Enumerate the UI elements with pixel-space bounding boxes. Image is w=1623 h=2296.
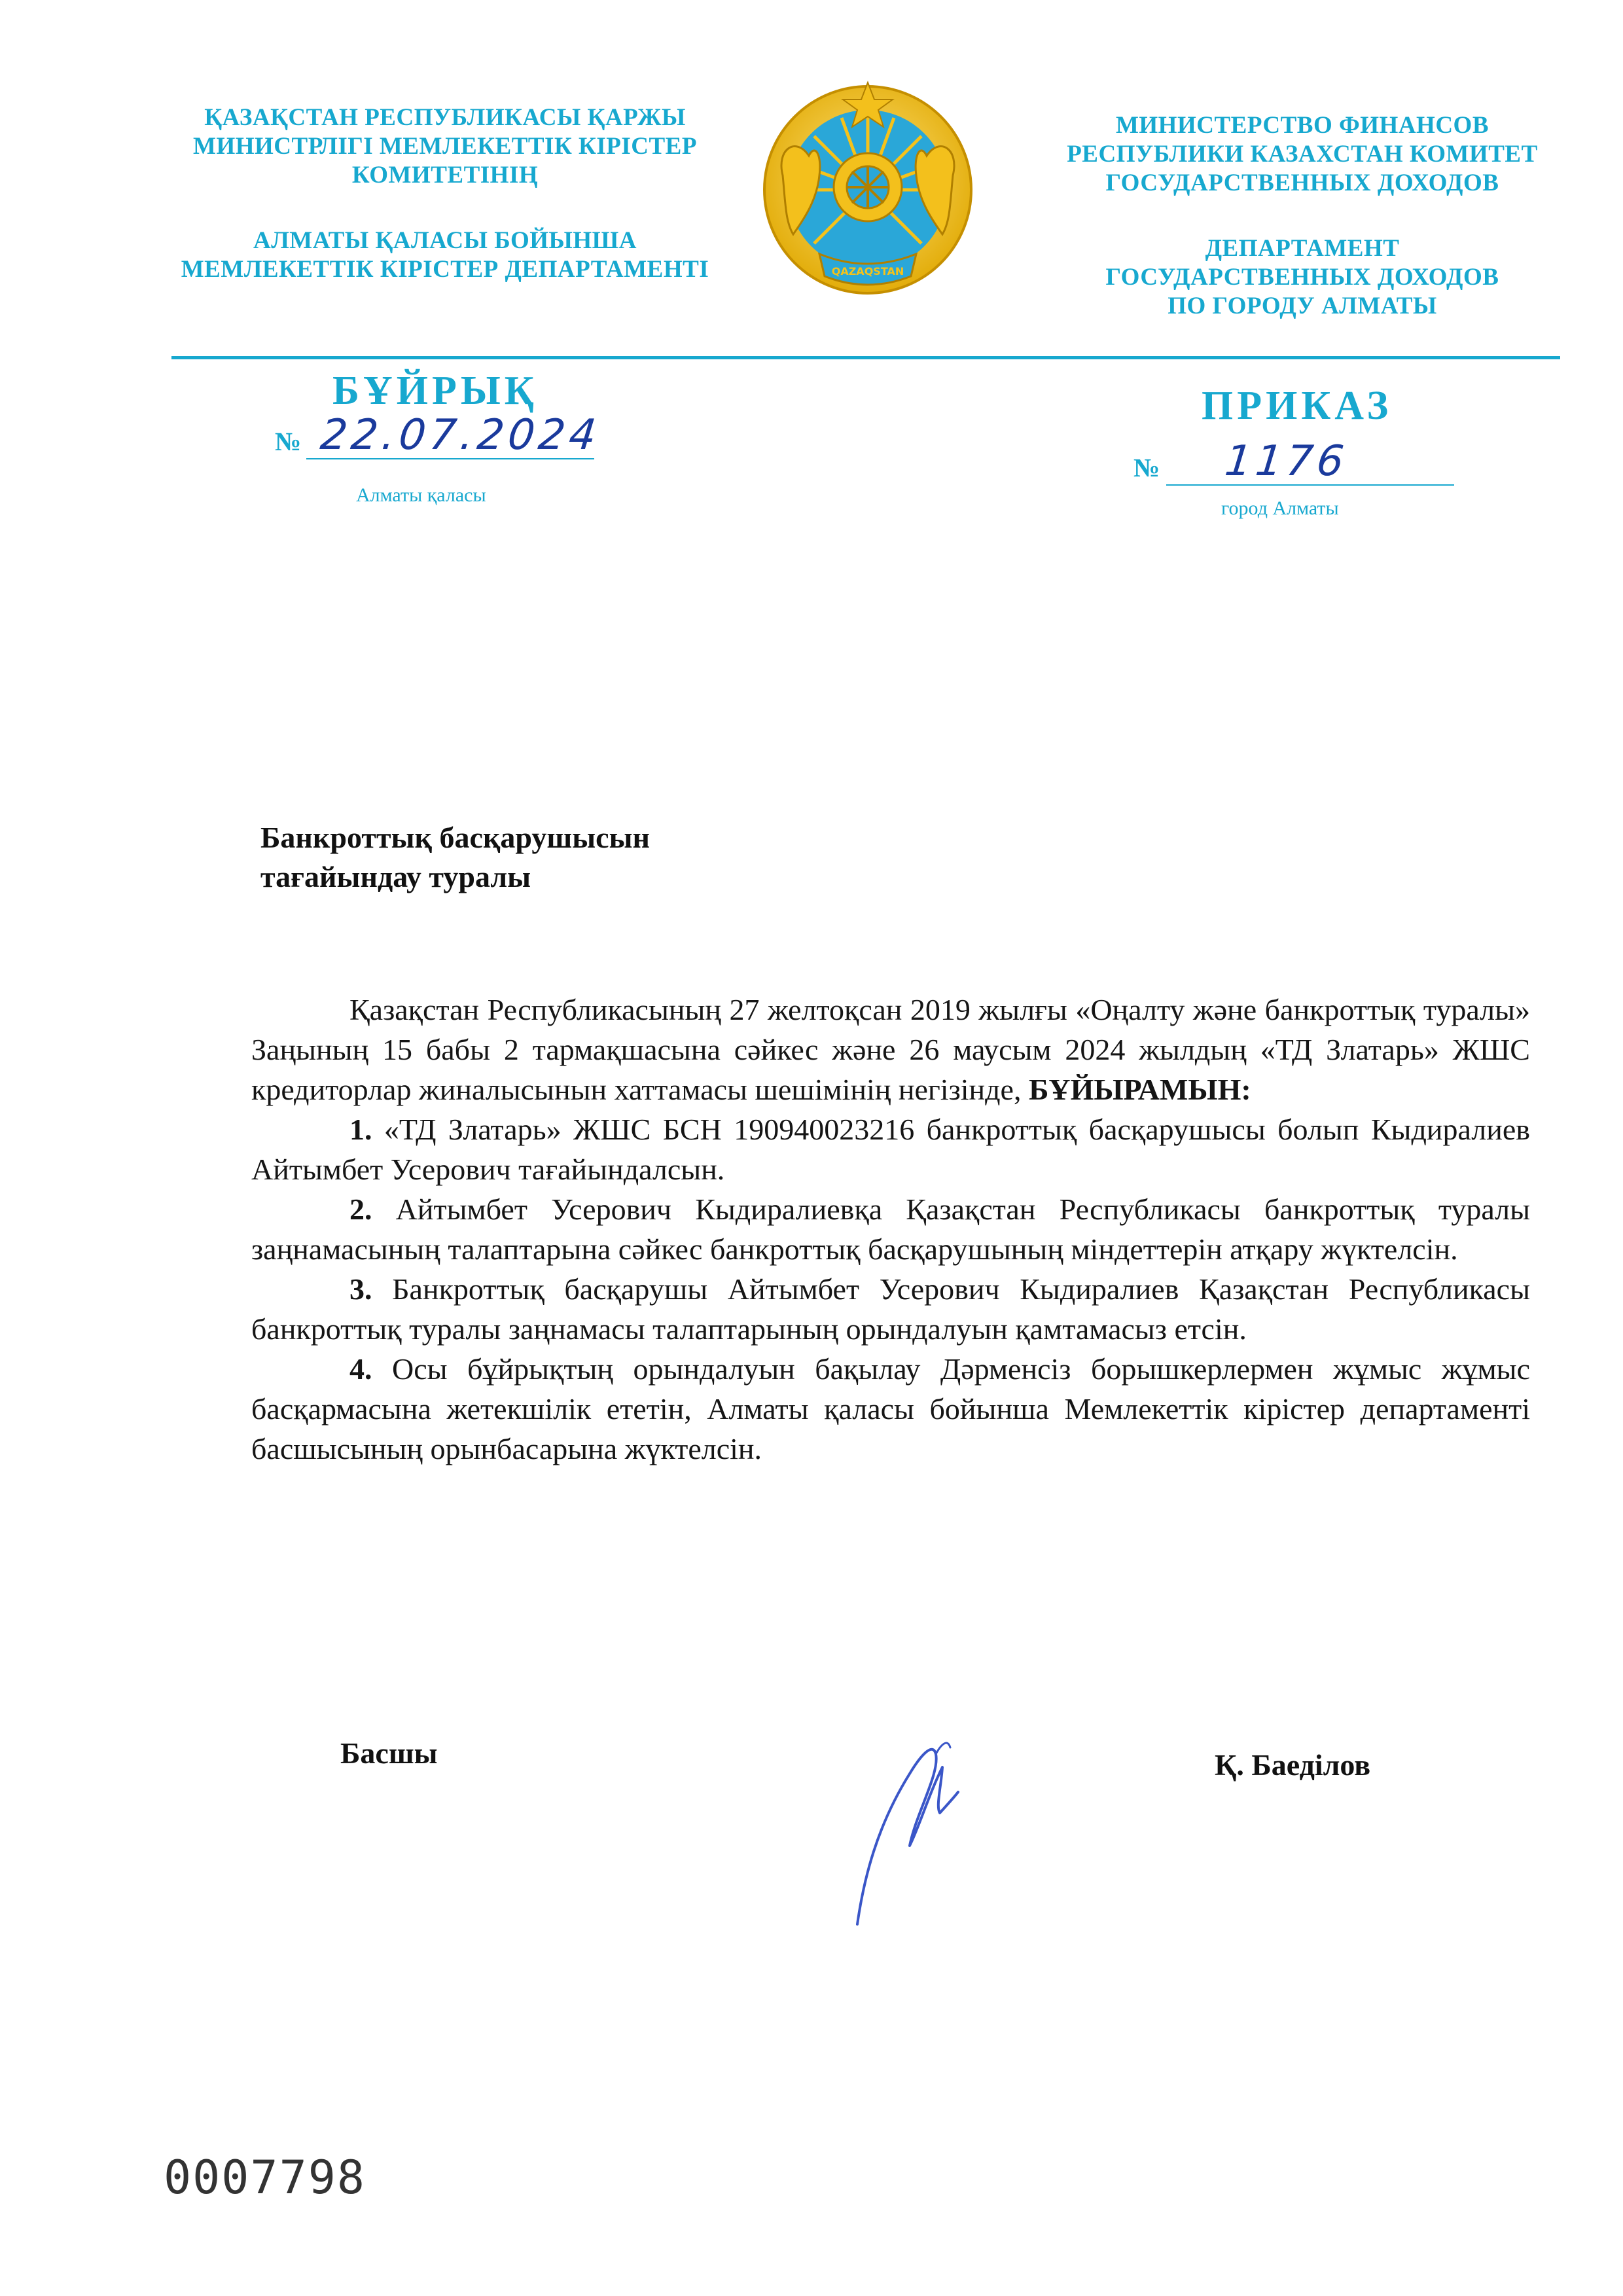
item-text: Банкроттық басқарушы Айтымбет Усерович Кыдиралиев Қазақстан Республикасы банкроттық туралы заңнамасы талаптарының орындалуын қамтамасыз етсін. [251, 1272, 1530, 1346]
order-body [251, 990, 1530, 1469]
item-number: 2. [349, 1193, 372, 1226]
order-date-field [275, 411, 603, 465]
order-title-ru: ПРИКАЗ [1202, 384, 1393, 428]
order-item [251, 1109, 1530, 1189]
org-ru-line-3: ГОСУДАРСТВЕННЫХ ДОХОДОВ [1105, 170, 1499, 196]
org-kz-line-2: МИНИСТРЛІГІ МЕМЛЕКЕТТІК КІРІСТЕР [193, 133, 697, 160]
org-header-ru [1047, 111, 1558, 321]
org-ru-line-1: МИНИСТЕРСТВО ФИНАНСОВ [1115, 112, 1489, 139]
signer-role: Басшы [340, 1736, 438, 1770]
signer-name: Қ. Баеділов [1215, 1748, 1371, 1782]
item-text: «ТД Златарь» ЖШС БСН 190940023216 банкроттық басқарушысы болып Кыдиралиев Айтымбет Усерович тағайындалсын. [251, 1113, 1530, 1186]
handwritten-signature [838, 1715, 1008, 1931]
number-sign: № [1133, 453, 1160, 482]
org-kz-line-4: АЛМАТЫ ҚАЛАСЫ БОЙЫНША [253, 227, 637, 254]
subject-line-1: Банкроттық басқарушысын [260, 821, 650, 854]
order-subject [260, 818, 650, 897]
org-ru-line-5: ГОСУДАРСТВЕННЫХ ДОХОДОВ [1105, 264, 1499, 291]
item-number: 3. [349, 1272, 372, 1306]
intro-text: Қазақстан Республикасының 27 желтоқсан 2019 жылғы «Оңалту және банкроттық туралы» Заңының 15 бабы 2 тармақшасына сәйкес және 26 маусым 2024 жылдың «ТД Златарь» ЖШС кредиторлар жиналысынын хаттамасы шешімінің негізінде, [251, 993, 1530, 1106]
org-ru-line-4: ДЕПАРТАМЕНТ [1205, 235, 1400, 262]
item-number: 1. [349, 1113, 372, 1146]
city-ru: город Алматы [1221, 497, 1339, 519]
handwritten-date: 22.07.2024 [318, 411, 603, 459]
serial-number: 0007798 [164, 2151, 366, 2204]
order-number-field [1133, 437, 1461, 491]
emblem-ribbon-text: QAZAQSTAN [831, 265, 904, 278]
org-header-kz [151, 103, 740, 284]
order-item [251, 1189, 1530, 1269]
org-ru-line-6: ПО ГОРОДУ АЛМАТЫ [1168, 293, 1437, 319]
order-title-kz: БҰЙРЫҚ [332, 368, 538, 413]
org-kz-line-3: КОМИТЕТІНІҢ [351, 162, 539, 188]
item-number: 4. [349, 1352, 372, 1386]
header-divider [171, 356, 1560, 359]
handwritten-number: 1176 [1222, 437, 1350, 486]
intro-bold: БҰЙЫРАМЫН: [1028, 1073, 1251, 1106]
org-kz-line-5: МЕМЛЕКЕТТІК КІРІСТЕР ДЕПАРТАМЕНТІ [181, 256, 709, 283]
subject-line-2: тағайындау туралы [260, 860, 531, 893]
item-text: Айтымбет Усерович Кыдиралиевқа Қазақстан Республикасы банкроттық туралы заңнамасының талаптарына сәйкес банкроттық басқарушының міндеттерін атқару жүктелсін. [251, 1193, 1530, 1266]
order-item [251, 1269, 1530, 1349]
intro-paragraph [251, 990, 1530, 1109]
order-item [251, 1349, 1530, 1469]
number-sign: № [275, 427, 302, 456]
city-kz: Алматы қаласы [356, 484, 486, 506]
item-text: Осы бұйрықтың орындалуын бақылау Дәрменсіз борышкерлермен жұмыс жұмыс басқармасына жетекшілік ететін, Алматы қаласы бойынша Мемлекеттік кірістер департаменті басшысының орынбасарына жүктелсін. [251, 1352, 1530, 1465]
org-ru-line-2: РЕСПУБЛИКИ КАЗАХСТАН КОМИТЕТ [1067, 141, 1538, 168]
org-kz-line-1: ҚАЗАҚСТАН РЕСПУБЛИКАСЫ ҚАРЖЫ [204, 104, 686, 131]
state-emblem-icon [757, 77, 979, 300]
